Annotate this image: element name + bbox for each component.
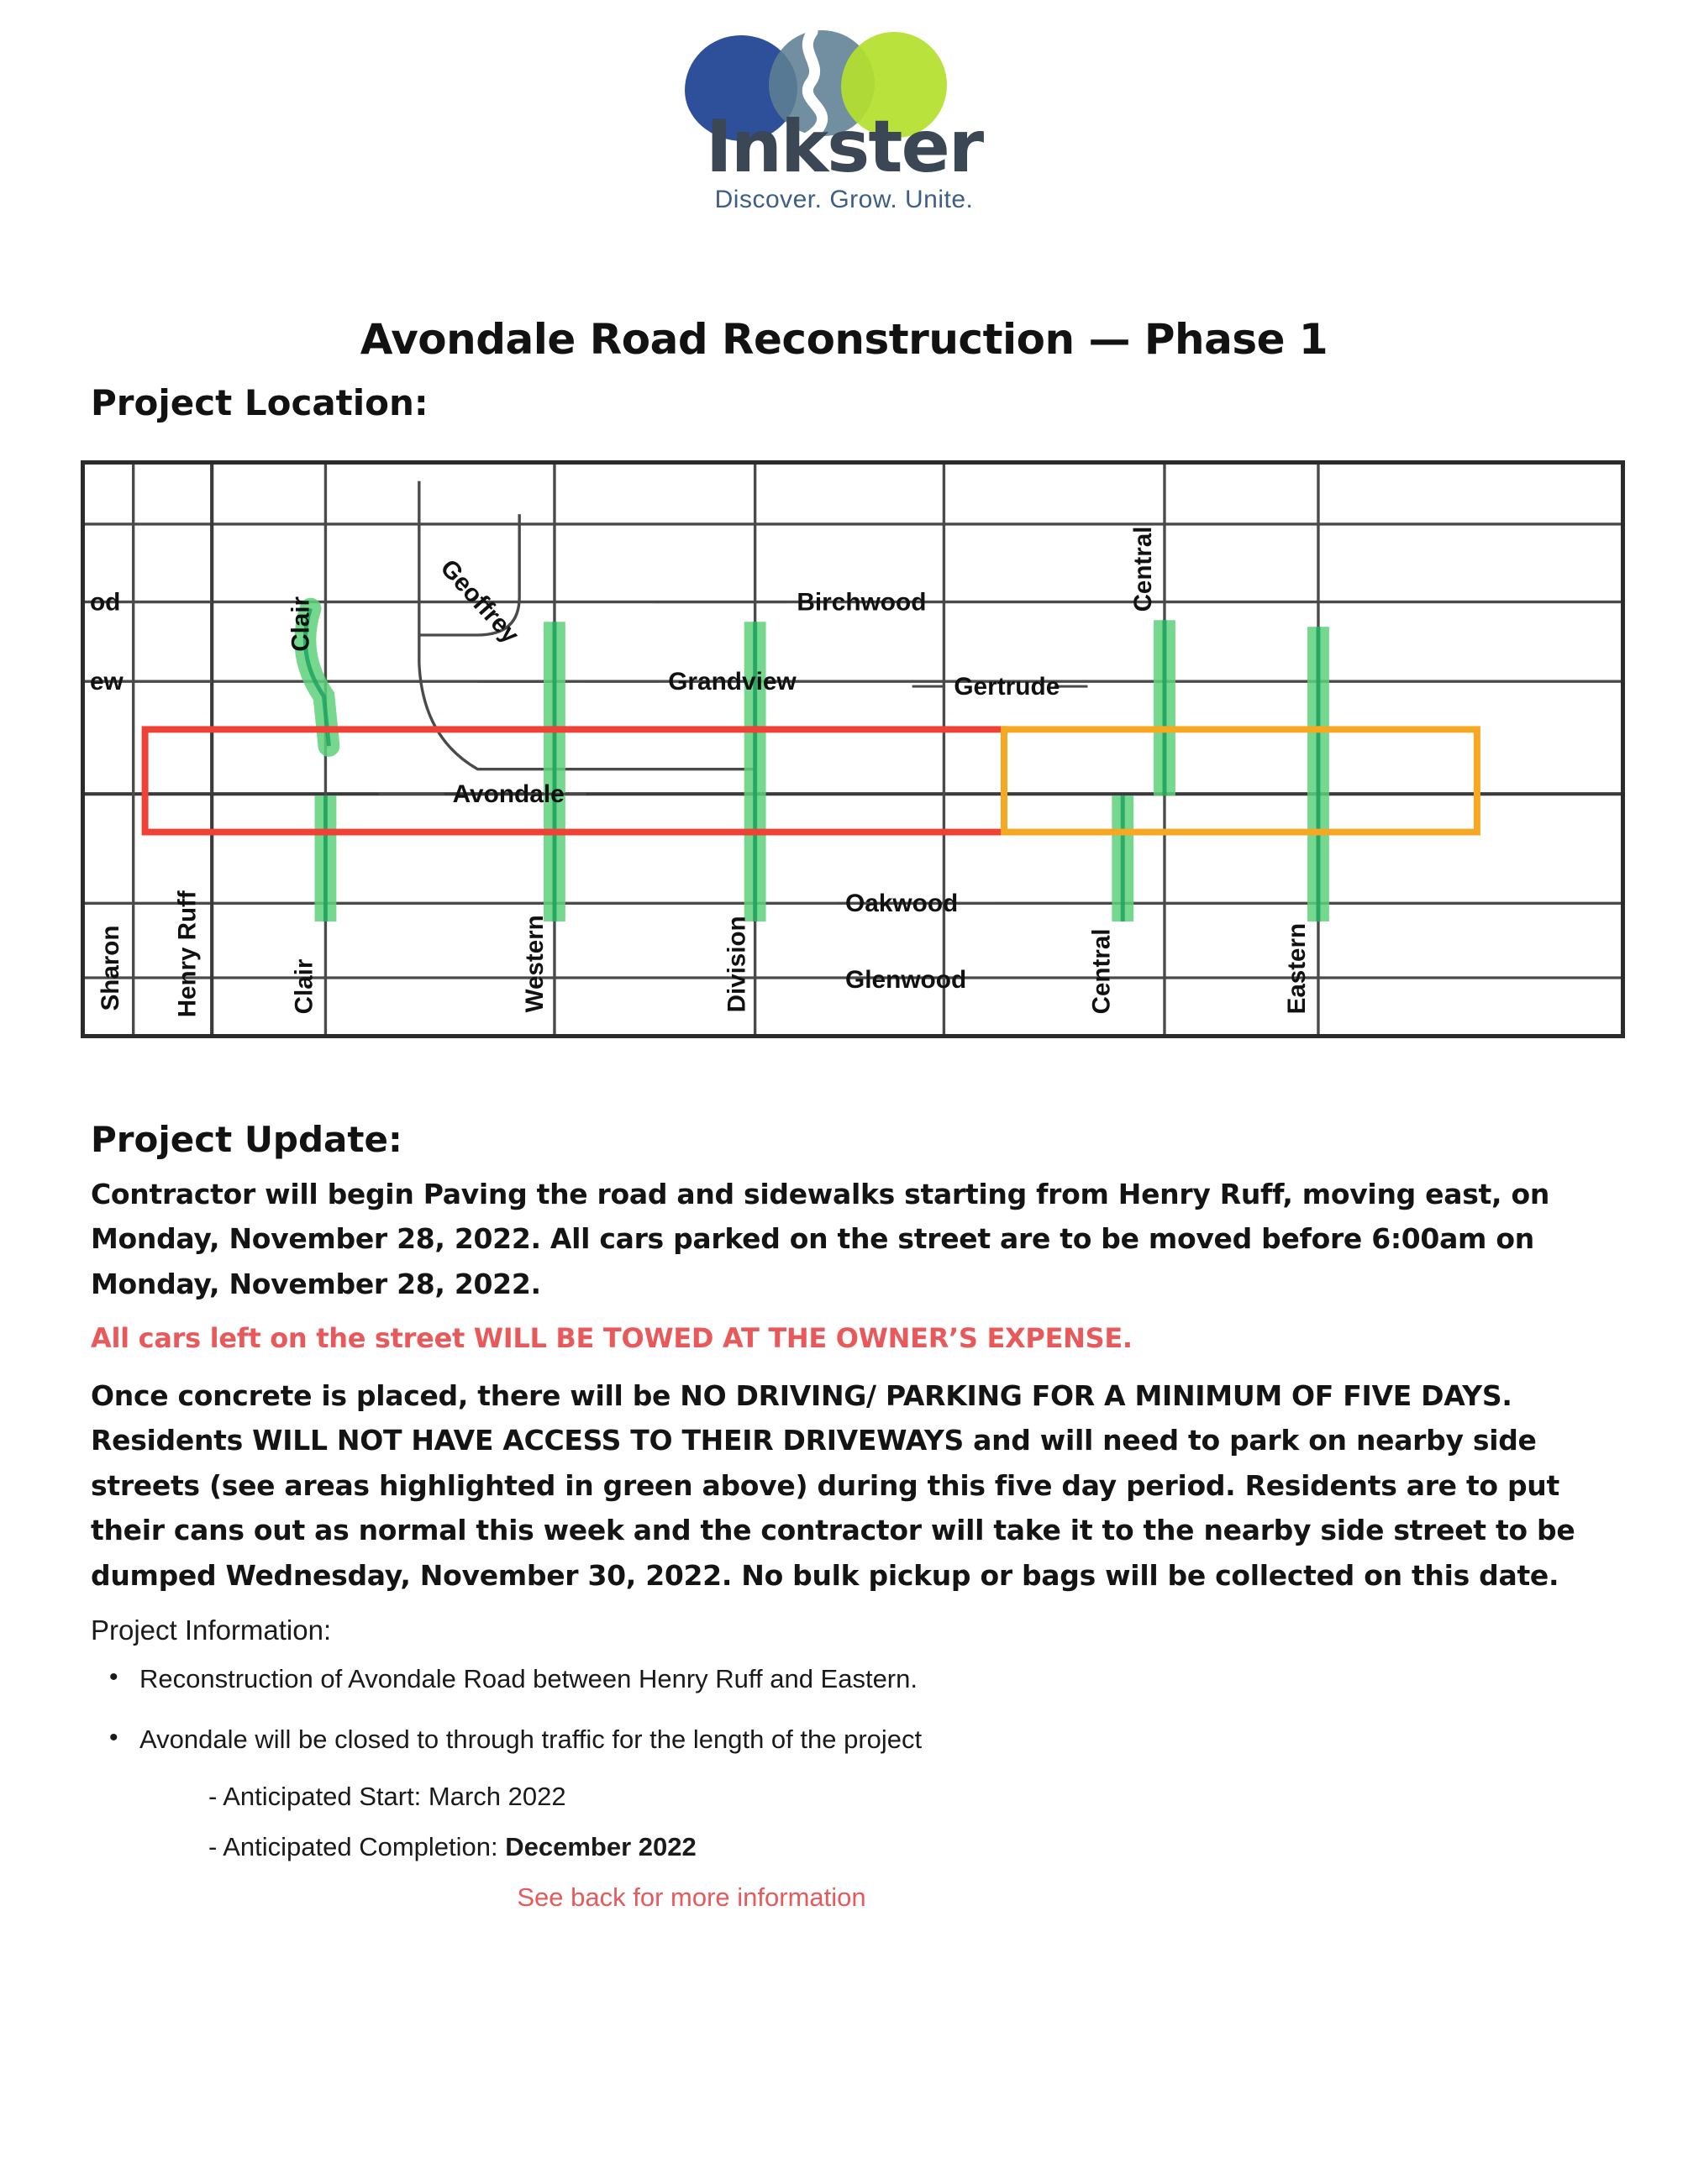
page-title: Avondale Road Reconstruction — Phase 1 — [360, 315, 1328, 364]
map-label-geoffrey: Geoffrey — [434, 554, 525, 649]
map-label-central-bottom: Central — [1087, 928, 1116, 1015]
section-heading-project-location: Project Location: — [91, 382, 429, 423]
project-location-map — [81, 460, 1625, 1038]
map-label-partial-left-top: od — [89, 588, 121, 617]
map-label-glenwood: Glenwood — [845, 965, 967, 994]
anticipated-start-label: - Anticipated Start: — [208, 1781, 429, 1811]
map-detour-highlights — [305, 608, 1329, 921]
map-label-henry-ruff: Henry Ruff — [173, 890, 202, 1018]
map-label-eastern: Eastern — [1282, 922, 1312, 1015]
update-paragraph-2: Once concrete is placed, there will be NO DRIVING/ PARKING FOR A MINIMUM OF FIVE DAYS. Residents WILL NOT HAVE ACCESS TO THEIR DRIVEWAYS and will need to park on nearby side streets (see areas highlighted in green above) during this five day period. Residents are to put their cans out as normal this week and the contractor will take it to the nearby side street to be dumped Wednesday, November 30, 2022. No bulk pickup or bags will be collected on this date. — [91, 1378, 1575, 1592]
see-back-note: See back for more information — [517, 1882, 866, 1912]
list-item: • Reconstruction of Avondale Road between Henry Ruff and Eastern. — [139, 1660, 1595, 1699]
map-label-central-top: Central — [1128, 526, 1158, 612]
map-label-clair-top: Clair — [287, 596, 315, 652]
map-label-birchwood: Birchwood — [797, 588, 927, 617]
map-svg — [85, 465, 1621, 1034]
map-label-oakwood: Oakwood — [845, 890, 959, 918]
logo-wordmark: Inkster — [705, 105, 983, 189]
anticipated-completion-label: - Anticipated Completion: — [208, 1831, 506, 1861]
update-paragraph-1: Contractor will begin Paving the road and sidewalks starting from Henry Ruff, moving east, on Monday, November 28, 2022. All cars parked on the street are to be moved before 6:00am on Monday, November 28, 2022. — [91, 1178, 1550, 1300]
project-information-heading: Project Information: — [91, 1614, 332, 1646]
logo-tagline: Discover. Grow. Unite. — [714, 186, 974, 214]
map-label-clair-bottom: Clair — [290, 958, 318, 1015]
map-label-western: Western — [520, 915, 550, 1013]
map-label-division: Division — [723, 916, 751, 1013]
map-phase2-work-zone-outline — [1004, 729, 1477, 832]
city-logo — [0, 30, 1688, 214]
anticipated-completion-line — [208, 1832, 1595, 1862]
map-label-grandview: Grandview — [668, 668, 797, 696]
project-information-list — [91, 1660, 1595, 1760]
project-update-body — [91, 1172, 1595, 1913]
list-item: • Avondale will be closed to through traffic for the length of the project — [139, 1720, 1595, 1760]
section-heading-project-update: Project Update: — [91, 1119, 402, 1160]
tow-warning-text: All cars left on the street WILL BE TOWED AT THE OWNER’S EXPENSE. — [91, 1322, 1133, 1355]
map-label-partial-left-mid: ew — [89, 668, 124, 696]
map-phase1-work-zone-outline — [145, 729, 1004, 832]
anticipated-completion-value: December 2022 — [505, 1831, 697, 1861]
map-label-avondale: Avondale — [452, 780, 565, 809]
anticipated-start-line — [208, 1782, 1595, 1812]
anticipated-start-value: March 2022 — [428, 1781, 566, 1811]
map-label-sharon: Sharon — [96, 925, 124, 1011]
map-label-gertrude: Gertrude — [954, 673, 1060, 701]
